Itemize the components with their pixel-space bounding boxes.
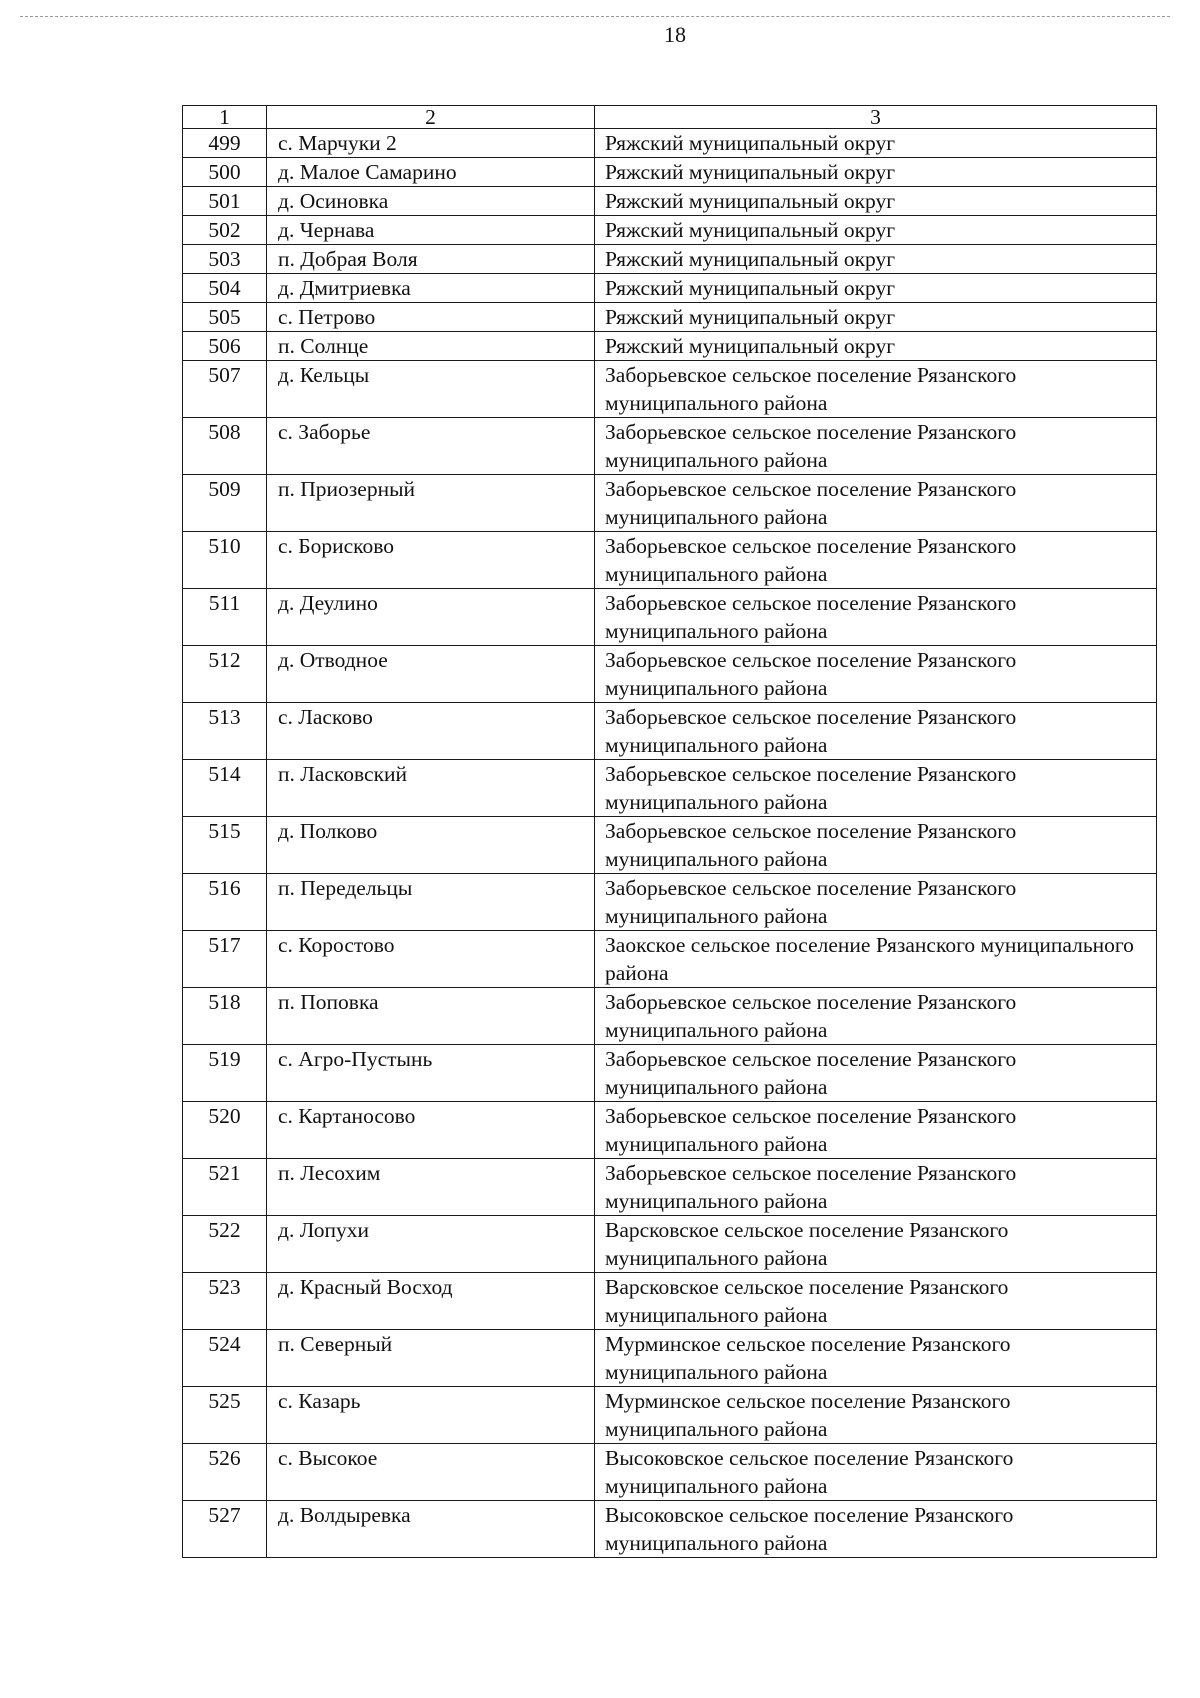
municipality-name: Высоковское сельское поселение Рязанского муниципального района (595, 1501, 1157, 1558)
settlement-name: д. Деулино (267, 589, 595, 646)
municipality-name: Заборьевское сельское поселение Рязанского муниципального района (595, 532, 1157, 589)
row-number: 526 (183, 1444, 267, 1501)
row-number: 501 (183, 187, 267, 216)
table-row (183, 1045, 1157, 1102)
settlement-name: д. Осиновка (267, 187, 595, 216)
table-row (183, 158, 1157, 187)
table-row (183, 361, 1157, 418)
row-number: 502 (183, 216, 267, 245)
table-row (183, 216, 1157, 245)
row-number: 518 (183, 988, 267, 1045)
row-number: 522 (183, 1216, 267, 1273)
table-header-row (183, 106, 1157, 129)
column-header-2: 2 (267, 106, 595, 129)
row-number: 521 (183, 1159, 267, 1216)
settlement-name: с. Петрово (267, 303, 595, 332)
row-number: 527 (183, 1501, 267, 1558)
municipality-name: Заборьевское сельское поселение Рязанского муниципального района (595, 874, 1157, 931)
column-header-3: 3 (595, 106, 1157, 129)
row-number: 507 (183, 361, 267, 418)
municipality-name: Заборьевское сельское поселение Рязанского муниципального района (595, 817, 1157, 874)
row-number: 499 (183, 129, 267, 158)
row-number: 513 (183, 703, 267, 760)
settlement-name: п. Ласковский (267, 760, 595, 817)
municipality-name: Ряжский муниципальный округ (595, 274, 1157, 303)
municipality-name: Ряжский муниципальный округ (595, 187, 1157, 216)
settlement-name: с. Марчуки 2 (267, 129, 595, 158)
table-row (183, 760, 1157, 817)
scan-edge-line (20, 16, 1170, 17)
settlement-name: д. Отводное (267, 646, 595, 703)
settlement-name: д. Волдыревка (267, 1501, 595, 1558)
municipality-name: Ряжский муниципальный округ (595, 158, 1157, 187)
row-number: 506 (183, 332, 267, 361)
settlement-name: д. Лопухи (267, 1216, 595, 1273)
row-number: 524 (183, 1330, 267, 1387)
table-row (183, 589, 1157, 646)
settlement-name: с. Ласково (267, 703, 595, 760)
settlement-name: д. Полково (267, 817, 595, 874)
table-row (183, 817, 1157, 874)
row-number: 510 (183, 532, 267, 589)
settlement-name: п. Передельцы (267, 874, 595, 931)
table-row (183, 303, 1157, 332)
row-number: 515 (183, 817, 267, 874)
municipality-name: Высоковское сельское поселение Рязанского муниципального района (595, 1444, 1157, 1501)
table-row (183, 1444, 1157, 1501)
row-number: 509 (183, 475, 267, 532)
column-header-1: 1 (183, 106, 267, 129)
table-row (183, 274, 1157, 303)
municipality-name: Ряжский муниципальный округ (595, 245, 1157, 274)
municipality-name: Мурминское сельское поселение Рязанского муниципального района (595, 1330, 1157, 1387)
table-row (183, 1159, 1157, 1216)
municipality-name: Ряжский муниципальный округ (595, 332, 1157, 361)
table-row (183, 874, 1157, 931)
settlements-table (182, 105, 1157, 1558)
settlement-name: п. Приозерный (267, 475, 595, 532)
row-number: 511 (183, 589, 267, 646)
municipality-name: Заборьевское сельское поселение Рязанского муниципального района (595, 760, 1157, 817)
municipality-name: Мурминское сельское поселение Рязанского муниципального района (595, 1387, 1157, 1444)
table-row (183, 332, 1157, 361)
table-row (183, 988, 1157, 1045)
table-row (183, 475, 1157, 532)
settlement-name: д. Кельцы (267, 361, 595, 418)
municipality-name: Варсковское сельское поселение Рязанского муниципального района (595, 1273, 1157, 1330)
municipality-name: Ряжский муниципальный округ (595, 129, 1157, 158)
settlement-name: с. Коростово (267, 931, 595, 988)
municipality-name: Заборьевское сельское поселение Рязанского муниципального района (595, 1045, 1157, 1102)
page-number: 18 (664, 22, 686, 47)
municipality-name: Заборьевское сельское поселение Рязанского муниципального района (595, 1102, 1157, 1159)
municipality-name: Заборьевское сельское поселение Рязанского муниципального района (595, 646, 1157, 703)
settlement-name: с. Заборье (267, 418, 595, 475)
table-row (183, 646, 1157, 703)
table-row (183, 245, 1157, 274)
municipality-name: Заборьевское сельское поселение Рязанского муниципального района (595, 361, 1157, 418)
row-number: 516 (183, 874, 267, 931)
table-row (183, 931, 1157, 988)
municipality-name: Заборьевское сельское поселение Рязанского муниципального района (595, 475, 1157, 532)
settlement-name: с. Картаносово (267, 1102, 595, 1159)
table-row (183, 1501, 1157, 1558)
table-body (183, 129, 1157, 1558)
row-number: 508 (183, 418, 267, 475)
table-row (183, 1273, 1157, 1330)
municipality-name: Заборьевское сельское поселение Рязанского муниципального района (595, 988, 1157, 1045)
municipality-name: Заокское сельское поселение Рязанского муниципального района (595, 931, 1157, 988)
settlement-name: п. Лесохим (267, 1159, 595, 1216)
table-row (183, 1216, 1157, 1273)
municipality-name: Варсковское сельское поселение Рязанского муниципального района (595, 1216, 1157, 1273)
settlement-name: с. Высокое (267, 1444, 595, 1501)
row-number: 523 (183, 1273, 267, 1330)
municipality-name: Ряжский муниципальный округ (595, 303, 1157, 332)
table-row (183, 1387, 1157, 1444)
row-number: 514 (183, 760, 267, 817)
municipality-name: Заборьевское сельское поселение Рязанского муниципального района (595, 418, 1157, 475)
settlement-name: с. Борисково (267, 532, 595, 589)
table-row (183, 532, 1157, 589)
table-row (183, 1330, 1157, 1387)
settlement-name: п. Поповка (267, 988, 595, 1045)
row-number: 512 (183, 646, 267, 703)
row-number: 504 (183, 274, 267, 303)
municipality-name: Ряжский муниципальный округ (595, 216, 1157, 245)
table-row (183, 1102, 1157, 1159)
settlement-name: п. Солнце (267, 332, 595, 361)
row-number: 505 (183, 303, 267, 332)
table-row (183, 418, 1157, 475)
settlement-name: п. Добрая Воля (267, 245, 595, 274)
settlement-name: д. Красный Восход (267, 1273, 595, 1330)
row-number: 519 (183, 1045, 267, 1102)
settlement-name: д. Малое Самарино (267, 158, 595, 187)
settlement-name: с. Агро-Пустынь (267, 1045, 595, 1102)
municipality-name: Заборьевское сельское поселение Рязанского муниципального района (595, 703, 1157, 760)
row-number: 503 (183, 245, 267, 274)
row-number: 520 (183, 1102, 267, 1159)
row-number: 517 (183, 931, 267, 988)
municipality-name: Заборьевское сельское поселение Рязанского муниципального района (595, 589, 1157, 646)
table-row (183, 187, 1157, 216)
settlement-name: п. Северный (267, 1330, 595, 1387)
settlement-name: с. Казарь (267, 1387, 595, 1444)
municipality-name: Заборьевское сельское поселение Рязанского муниципального района (595, 1159, 1157, 1216)
row-number: 525 (183, 1387, 267, 1444)
table-row (183, 129, 1157, 158)
settlement-name: д. Чернава (267, 216, 595, 245)
table-row (183, 703, 1157, 760)
settlement-name: д. Дмитриевка (267, 274, 595, 303)
row-number: 500 (183, 158, 267, 187)
